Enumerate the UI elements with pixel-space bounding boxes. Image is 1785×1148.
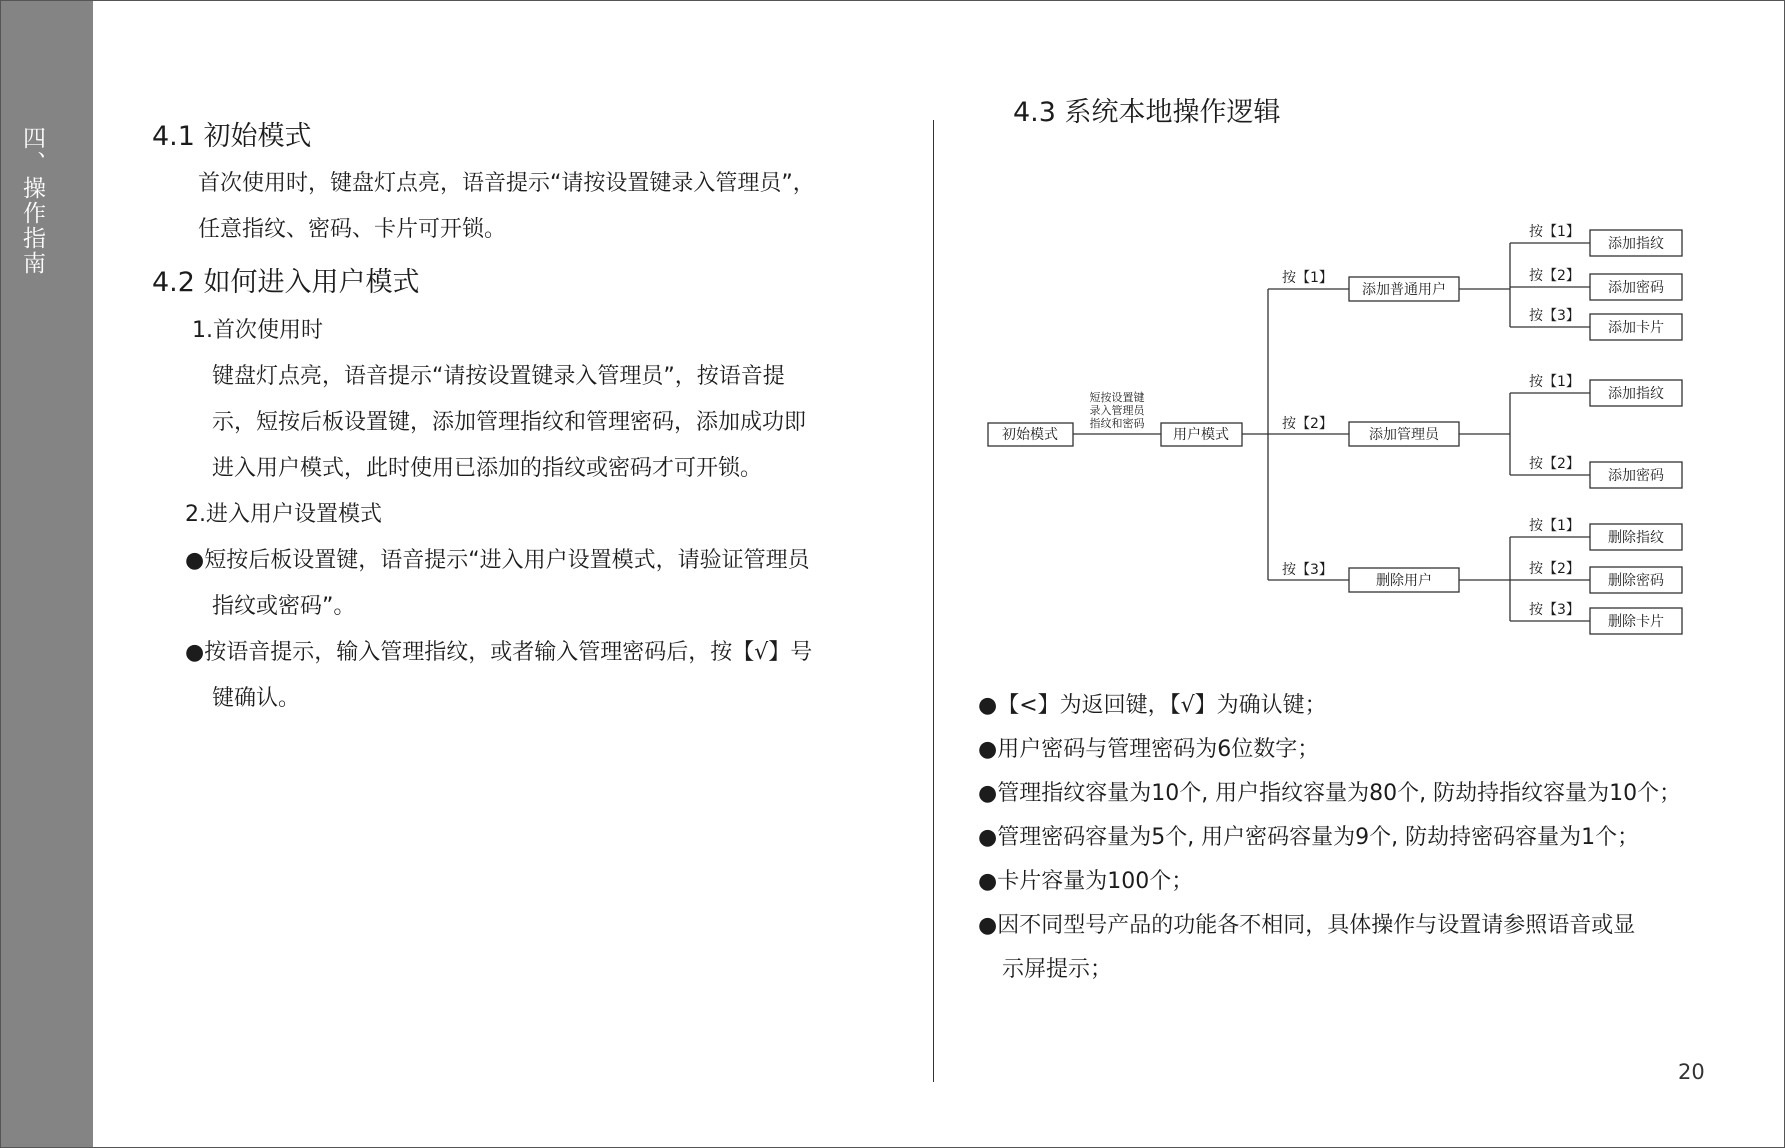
option-box	[1590, 567, 1682, 593]
section-4-3-title: 4.3 系统本地操作逻辑	[1013, 97, 1281, 128]
start-mode-box	[988, 423, 1073, 446]
option-box	[1590, 608, 1682, 634]
delete-user-box	[1349, 568, 1459, 592]
option-label: 添加卡片	[1608, 320, 1664, 336]
user-mode-box	[1161, 423, 1242, 446]
delete-user-label: 删除用户	[1376, 573, 1432, 589]
option-label: 删除指纹	[1608, 530, 1664, 546]
bullet-item-continued: 指纹或密码”。	[212, 594, 356, 619]
option-key-label: 按【1】	[1529, 224, 1580, 240]
transition-note: 录入管理员	[1089, 404, 1145, 417]
transition-note: 短按设置键	[1089, 391, 1145, 404]
section-4-1-title: 4.1 初始模式	[152, 121, 312, 152]
option-label: 添加指纹	[1608, 236, 1664, 252]
option-key-label: 按【2】	[1529, 456, 1580, 472]
subsection-1-title: 1.首次使用时	[192, 318, 323, 343]
add-admin-box	[1349, 422, 1459, 446]
bullet-item: ●按语音提示，输入管理指纹，或者输入管理密码后，按【√】号	[185, 640, 813, 665]
chapter-label: 四、操作指南	[19, 126, 45, 276]
subsection-2-title: 2.进入用户设置模式	[185, 502, 382, 527]
branch-key-label: 按【3】	[1282, 562, 1333, 578]
option-label: 删除密码	[1608, 573, 1664, 589]
note-item: ●用户密码与管理密码为6位数字；	[978, 737, 1320, 762]
subsection-1-text: 进入用户模式，此时使用已添加的指纹或密码才可开锁。	[212, 456, 763, 481]
option-box	[1590, 230, 1682, 256]
page-number: 20	[1678, 1060, 1705, 1084]
option-label: 添加密码	[1608, 468, 1664, 484]
option-box	[1590, 524, 1682, 550]
branch-key-label: 按【1】	[1282, 270, 1333, 286]
section-4-2-title: 4.2 如何进入用户模式	[152, 267, 420, 298]
option-box	[1590, 314, 1682, 340]
option-box	[1590, 380, 1682, 406]
option-key-label: 按【1】	[1529, 518, 1580, 534]
branch-key-label: 按【2】	[1282, 416, 1333, 432]
section-4-1-text: 首次使用时，键盘灯点亮，语音提示“请按设置键录入管理员”，	[198, 171, 815, 196]
user-mode-label: 用户模式	[1173, 427, 1229, 443]
note-item: ●卡片容量为100个；	[978, 869, 1194, 894]
note-item: ●【<】为返回键，【√】为确认键；	[978, 693, 1327, 718]
note-item: ●管理指纹容量为10个, 用户指纹容量为80个, 防劫持指纹容量为10个；	[978, 781, 1682, 806]
option-key-label: 按【3】	[1529, 602, 1580, 618]
bullet-item: ●短按后板设置键，语音提示“进入用户设置模式，请验证管理员	[185, 548, 810, 573]
note-item-continued: 示屏提示；	[1002, 957, 1113, 982]
option-label: 添加密码	[1608, 280, 1664, 296]
start-mode-label: 初始模式	[1002, 427, 1058, 443]
subsection-1-text: 键盘灯点亮，语音提示“请按设置键录入管理员”，按语音提	[212, 364, 785, 389]
transition-note: 指纹和密码	[1089, 417, 1145, 430]
option-key-label: 按【3】	[1529, 308, 1580, 324]
option-key-label: 按【2】	[1529, 268, 1580, 284]
section-4-1-text: 任意指纹、密码、卡片可开锁。	[198, 217, 507, 242]
option-key-label: 按【2】	[1529, 561, 1580, 577]
add-regular-user-label: 添加普通用户	[1362, 282, 1446, 298]
add-admin-label: 添加管理员	[1369, 427, 1439, 443]
option-label: 添加指纹	[1608, 386, 1664, 402]
option-box	[1590, 462, 1682, 488]
option-box	[1590, 274, 1682, 300]
add-regular-user-box	[1349, 277, 1459, 301]
option-label: 删除卡片	[1608, 614, 1664, 630]
note-item: ●管理密码容量为5个, 用户密码容量为9个, 防劫持密码容量为1个；	[978, 825, 1640, 850]
subsection-1-text: 示，短按后板设置键，添加管理指纹和管理密码，添加成功即	[212, 410, 807, 435]
bullet-item-continued: 键确认。	[212, 686, 301, 711]
note-item: ●因不同型号产品的功能各不相同，具体操作与设置请参照语音或显	[978, 913, 1636, 938]
option-key-label: 按【1】	[1529, 374, 1580, 390]
